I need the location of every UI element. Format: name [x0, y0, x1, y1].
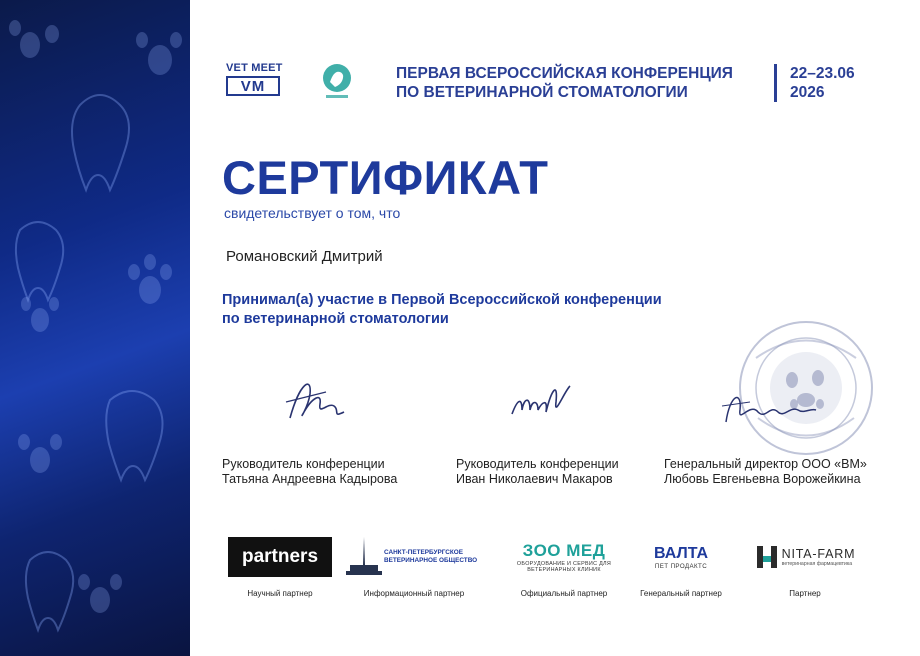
signature-caption-2	[456, 457, 656, 487]
partner-caption-2: Информационный партнер	[363, 589, 465, 598]
recipient-name: Романовский Дмитрий	[226, 248, 383, 265]
partner-zoomed	[506, 535, 622, 598]
signature-caption-1	[222, 457, 422, 487]
vm-logo-box: VM	[226, 76, 280, 96]
partner-nita-farm	[740, 535, 870, 598]
partner-caption-4: Генеральный партнер	[640, 589, 722, 598]
conference-date-year: 2026	[790, 84, 825, 101]
signature-vorozheikina	[720, 384, 820, 434]
participation-line1: Принимал(а) участие в Первой Всероссийской конференции	[222, 292, 662, 308]
spb-spire-icon	[346, 535, 382, 579]
signature-caption-3	[664, 457, 894, 487]
certificate-title: СЕРТИФИКАТ	[222, 151, 549, 204]
conference-title-line1: ПЕРВАЯ ВСЕРОССИЙСКАЯ КОНФЕРЕНЦИЯ	[396, 65, 733, 82]
conference-date-days: 22–23.06	[790, 65, 855, 82]
nita-farm-emblem-icon	[755, 542, 779, 572]
participation-statement	[222, 291, 782, 329]
signature-name-1: Татьяна Андреевна Кадырова	[222, 472, 398, 486]
header-divider	[774, 64, 777, 102]
partner-valta	[636, 535, 726, 598]
signature-role-2: Руководитель конференции	[456, 457, 619, 471]
valta-logo-text: ВАЛТА	[653, 544, 709, 562]
partner-caption-5: Партнер	[789, 589, 821, 598]
certificate-subtitle: свидетельствует о том, что	[224, 205, 401, 221]
certificate-header	[226, 62, 886, 106]
spb-society-logo-text: САНКТ-ПЕТЕРБУРГСКОЕ ВЕТЕРИНАРНОЕ ОБЩЕСТВО	[384, 549, 478, 564]
vet-meet-logo	[226, 62, 284, 102]
signature-role-3: Генеральный директор ООО «ВМ»	[664, 457, 867, 471]
tooth-paw-pattern	[0, 0, 190, 656]
valta-logo-subtitle: ПЕТ ПРОДАКТС	[654, 562, 708, 570]
conference-date	[790, 64, 890, 102]
vet-meet-logo-text: VET MEET	[226, 62, 283, 74]
partners-logo: partners	[228, 537, 332, 577]
partner-caption-1: Научный партнер	[247, 589, 313, 598]
signature-role-1: Руководитель конференции	[222, 457, 385, 471]
partner-spb-vet-society	[346, 535, 482, 598]
nita-farm-logo-text: NITA-FARM	[781, 547, 856, 561]
decorative-side-band	[0, 0, 190, 656]
society-emblem-icon	[320, 62, 354, 102]
zoomed-logo-subtitle: ОБОРУДОВАНИЕ И СЕРВИС ДЛЯ ВЕТЕРИНАРНЫХ КЛИНИК	[516, 560, 612, 573]
partner-partners	[220, 535, 340, 598]
conference-title-line2: ПО ВЕТЕРИНАРНОЙ СТОМАТОЛОГИИ	[396, 84, 688, 101]
partners-row	[200, 535, 900, 605]
signature-makarov	[508, 378, 578, 428]
nita-farm-logo-subtitle: ветеринарная фармацевтика	[781, 561, 853, 567]
partner-caption-3: Официальный партнер	[520, 589, 608, 598]
zoomed-logo-text: ЗОО МЕД	[522, 540, 606, 560]
participation-line2: по ветеринарной стоматологии	[222, 311, 449, 327]
signature-kadyrova	[282, 372, 352, 430]
signature-name-2: Иван Николаевич Макаров	[456, 472, 613, 486]
conference-title	[396, 64, 776, 102]
signature-name-3: Любовь Евгеньевна Ворожейкина	[664, 472, 861, 486]
